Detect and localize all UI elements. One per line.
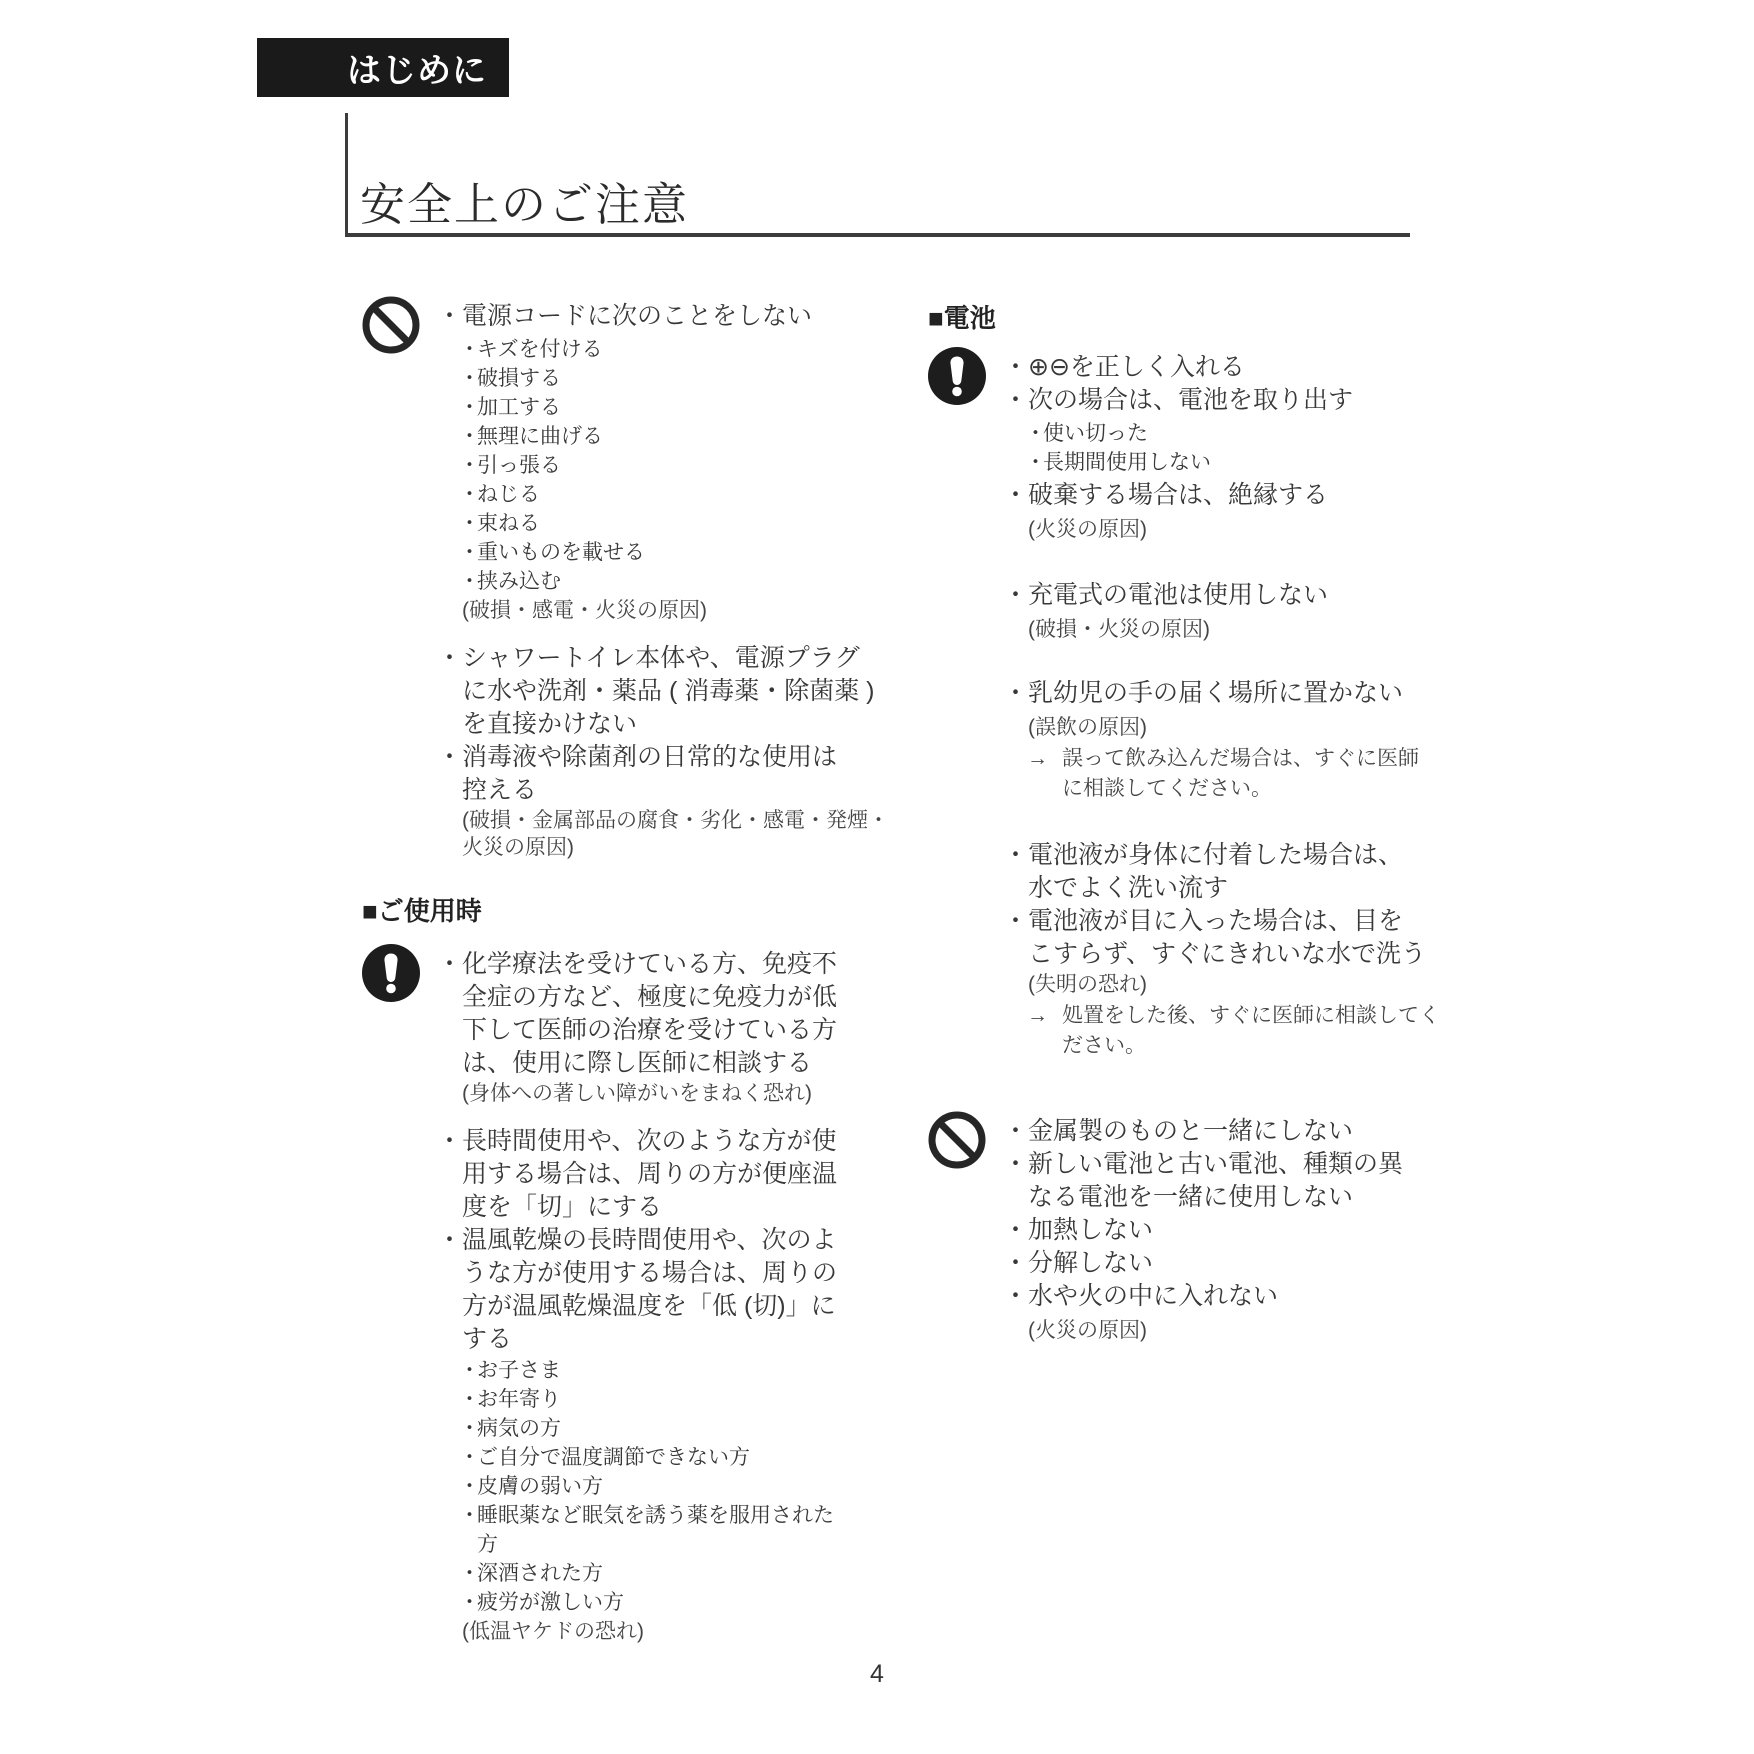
line-text: 電池液が身体に付着した場合は、 [1028, 841, 1404, 869]
bullet-marker: ・ [437, 950, 463, 978]
cause-note [437, 1080, 842, 1107]
cause-note [437, 834, 842, 861]
prohibition-icon [362, 296, 420, 354]
line-text: 処置をした後、すぐに医師に相談してく [1062, 1004, 1440, 1027]
sub-item [437, 1559, 842, 1588]
line-text: 誤って飲み込んだ場合は、すぐに医師 [1062, 747, 1419, 770]
sub-item [437, 1356, 842, 1385]
bullet-marker: ・ [459, 483, 480, 506]
bullet-item [437, 1224, 842, 1257]
bullet-item-continuation [437, 1158, 842, 1191]
bullet-item [1003, 1247, 1433, 1280]
safety-group [362, 300, 842, 624]
group-lines [1003, 677, 1433, 804]
sub-item [437, 335, 842, 364]
bullet-marker: ・ [437, 743, 463, 771]
bullet-marker: ・ [459, 1417, 480, 1440]
cause-note [1003, 714, 1433, 741]
bullet-marker: ・ [459, 512, 480, 535]
line-text: 深酒された方 [477, 1562, 603, 1585]
group-lines [1003, 839, 1440, 1061]
line-text: シャワートイレ本体や、電源プラグ [462, 644, 860, 672]
line-text: (身体への著しい障がいをまねく恐れ) [462, 1082, 812, 1105]
section-header: ■ご使用時 [362, 896, 482, 926]
line-text: (低温ヤケドの恐れ) [462, 1620, 644, 1643]
bullet-marker: ・ [1003, 481, 1029, 509]
bullet-item-continuation [437, 708, 842, 741]
line-text: 下して医師の治療を受けている方 [462, 1016, 838, 1044]
bullet-marker: ・ [1003, 1282, 1029, 1310]
cause-note [1003, 616, 1433, 643]
sub-item [1003, 419, 1433, 448]
line-text: に水や洗剤・薬品 ( 消毒薬・除菌薬 ) [462, 677, 875, 705]
line-text: 長時間使用や、次のような方が使 [462, 1127, 837, 1155]
title-vertical-rule [345, 113, 348, 234]
line-text: (火災の原因) [1028, 518, 1147, 541]
line-text: に相談してください。 [1062, 777, 1272, 800]
bullet-marker: ・ [1003, 1150, 1029, 1178]
group-lines [1003, 351, 1433, 543]
bullet-item [1003, 1280, 1433, 1313]
bullet-marker: ・ [459, 1504, 480, 1527]
bullet-marker: ・ [1003, 1117, 1029, 1145]
sub-item [437, 480, 842, 509]
bullet-marker: ・ [459, 541, 480, 564]
line-text: ださい。 [1062, 1034, 1146, 1057]
bullet-item-continuation [437, 1290, 842, 1323]
line-text: 火災の原因) [462, 836, 574, 859]
group-lines [437, 300, 842, 624]
bullet-item-continuation [1003, 1181, 1433, 1214]
sub-item [437, 393, 842, 422]
sub-item [437, 422, 842, 451]
line-text: こすらず、すぐにきれいな水で洗う [1028, 940, 1427, 968]
safety-group [928, 579, 1433, 643]
line-text: 水でよく洗い流す [1028, 874, 1229, 902]
bullet-item [1003, 839, 1433, 872]
sub-item [437, 509, 842, 538]
line-text: 長期間使用しない [1043, 451, 1211, 474]
line-text: 加工する [477, 396, 561, 419]
sub-item [437, 1443, 842, 1472]
bullet-item-continuation [437, 1047, 842, 1080]
bullet-marker: ・ [459, 1388, 480, 1411]
safety-group [928, 677, 1433, 804]
followup-note [1003, 1001, 1440, 1031]
followup-note [1003, 744, 1433, 774]
cause-note [1003, 971, 1433, 998]
line-text: 化学療法を受けている方、免疫不 [462, 950, 838, 978]
bullet-item [437, 948, 842, 981]
bullet-item [1003, 351, 1433, 384]
line-text: 度を「切」にする [462, 1193, 663, 1221]
line-text: 重いものを載せる [477, 541, 645, 564]
bullet-item-continuation [1003, 872, 1433, 905]
line-text: 皮膚の弱い方 [477, 1475, 603, 1498]
line-text: キズを付ける [477, 338, 603, 361]
bullet-marker: ・ [437, 1127, 463, 1155]
line-text: 消毒液や除菌剤の日常的な使用は [462, 743, 838, 771]
line-text: 加熱しない [1028, 1216, 1154, 1244]
bullet-marker: ・ [459, 1475, 480, 1498]
line-text: 次の場合は、電池を取り出す [1028, 386, 1354, 414]
section-tab [257, 38, 509, 97]
bullet-marker: ・ [1003, 841, 1029, 869]
line-text: 病気の方 [477, 1417, 561, 1440]
bullet-marker: ・ [1003, 386, 1029, 414]
sub-item [437, 1472, 842, 1501]
bullet-marker: ・ [437, 1226, 463, 1254]
group-lines [437, 1125, 842, 1645]
bullet-marker: ・ [1003, 581, 1029, 609]
bullet-marker: ・ [459, 425, 480, 448]
sub-item [437, 1501, 842, 1530]
line-text: 疲労が激しい方 [477, 1591, 624, 1614]
bullet-marker: ・ [1003, 1249, 1029, 1277]
line-text: なる電池を一緒に使用しない [1028, 1183, 1354, 1211]
line-text: 挟み込む [477, 570, 561, 593]
bullet-marker: ・ [1025, 451, 1046, 474]
line-text: 分解しない [1028, 1249, 1154, 1277]
bullet-item [1003, 1115, 1433, 1148]
group-lines [437, 642, 889, 861]
line-text: うな方が使用する場合は、周りの [462, 1259, 838, 1287]
line-text: ご自分で温度調節できない方 [477, 1446, 750, 1469]
sub-item [437, 538, 842, 567]
line-text: 充電式の電池は使用しない [1028, 581, 1329, 609]
bullet-item-continuation [437, 774, 842, 807]
bullet-marker: ・ [459, 338, 480, 361]
bullet-item [1003, 479, 1433, 512]
line-text: 使い切った [1043, 422, 1148, 445]
bullet-item [1003, 1214, 1433, 1247]
line-text: 控える [462, 776, 538, 804]
bullet-item-continuation [437, 1191, 842, 1224]
mandatory-icon [362, 944, 420, 1002]
safety-group [362, 642, 889, 861]
sub-item [437, 1414, 842, 1443]
page-number: 4 [870, 1660, 884, 1688]
bullet-marker: ・ [1003, 907, 1029, 935]
line-text: を直接かけない [462, 710, 638, 738]
followup-note-continuation [1003, 774, 1433, 804]
bullet-item-continuation [437, 1014, 842, 1047]
line-text: ⊕⊖を正しく入れる [1028, 353, 1245, 381]
line-text: 温風乾燥の長時間使用や、次のよ [462, 1226, 837, 1254]
line-text: 破損する [477, 367, 561, 390]
prohibition-icon [928, 1111, 986, 1169]
sub-item [437, 1588, 842, 1617]
arrow-icon: → [1027, 747, 1048, 770]
bullet-item [437, 642, 860, 675]
bullet-marker: ・ [459, 396, 480, 419]
bullet-marker: ・ [437, 644, 463, 672]
line-text: は、使用に際し医師に相談する [462, 1049, 813, 1077]
sub-item [437, 451, 842, 480]
safety-group [362, 1125, 842, 1645]
line-text: 方が温風乾燥温度を「低 (切)」に [462, 1292, 836, 1320]
bullet-item [1003, 905, 1433, 938]
bullet-marker: ・ [1025, 422, 1046, 445]
cause-note [437, 1618, 842, 1645]
line-text: 方 [477, 1533, 498, 1556]
cause-note [1003, 516, 1433, 543]
line-text: (破損・金属部品の腐食・劣化・感電・発煙・ [462, 809, 889, 832]
line-text: 破棄する場合は、絶縁する [1028, 481, 1329, 509]
line-text: 電源コードに次のことをしない [462, 302, 813, 330]
safety-group [928, 351, 1433, 543]
line-text: お子さま [477, 1359, 561, 1382]
line-text: 束ねる [477, 512, 540, 535]
bullet-marker: ・ [459, 1359, 480, 1382]
line-text: 乳幼児の手の届く場所に置かない [1028, 679, 1404, 707]
page-title: 安全上のご注意 [360, 179, 690, 230]
line-text: 電池液が目に入った場合は、目を [1028, 907, 1404, 935]
bullet-item-continuation [437, 981, 842, 1014]
bullet-marker: ・ [459, 570, 480, 593]
line-text: 用する場合は、周りの方が便座温 [462, 1160, 838, 1188]
sub-item [437, 1385, 842, 1414]
bullet-item-continuation [437, 1257, 842, 1290]
cause-note [437, 807, 889, 834]
bullet-marker: ・ [437, 302, 463, 330]
bullet-marker: ・ [459, 1591, 480, 1614]
line-text: (誤飲の原因) [1028, 716, 1147, 739]
bullet-item-continuation [437, 675, 875, 708]
arrow-icon: → [1027, 1004, 1048, 1027]
line-text: 全症の方など、極度に免疫力が低 [462, 983, 838, 1011]
cause-note [437, 597, 842, 624]
bullet-marker: ・ [1003, 1216, 1029, 1244]
line-text: 無理に曲げる [477, 425, 603, 448]
sub-item [1003, 448, 1433, 477]
line-text: 新しい電池と古い電池、種類の異 [1028, 1150, 1404, 1178]
safety-group [928, 839, 1440, 1061]
sub-item [437, 567, 842, 596]
bullet-item [1003, 677, 1433, 710]
bullet-marker: ・ [1003, 679, 1029, 707]
bullet-marker: ・ [459, 454, 480, 477]
cause-note [1003, 1317, 1433, 1344]
bullet-item [1003, 384, 1433, 417]
safety-group [362, 948, 842, 1107]
section-tab-label: はじめに [347, 52, 487, 90]
line-text: (火災の原因) [1028, 1319, 1147, 1342]
bullet-item [437, 1125, 842, 1158]
bullet-marker: ・ [459, 1446, 480, 1469]
title-underline-rule [345, 233, 1410, 237]
column-left [362, 300, 889, 1645]
line-text: (破損・火災の原因) [1028, 618, 1210, 641]
line-text: お年寄り [477, 1388, 561, 1411]
safety-group [928, 1115, 1433, 1344]
bullet-marker: ・ [1003, 353, 1029, 381]
line-text: 引っ張る [477, 454, 561, 477]
bullet-item-continuation [437, 1323, 842, 1356]
bullet-item [1003, 579, 1433, 612]
line-text: する [462, 1325, 513, 1353]
bullet-item [437, 741, 842, 774]
group-lines [1003, 579, 1433, 643]
line-text: 金属製のものと一緒にしない [1028, 1117, 1354, 1145]
bullet-marker: ・ [459, 1562, 480, 1585]
sub-item [437, 364, 842, 393]
section-header: ■電池 [928, 303, 996, 333]
group-lines [1003, 1115, 1433, 1344]
column-right [928, 300, 1440, 1344]
bullet-item [437, 300, 842, 333]
line-text: 水や火の中に入れない [1028, 1282, 1279, 1310]
bullet-marker: ・ [459, 367, 480, 390]
mandatory-icon [928, 347, 986, 405]
followup-note-continuation [1003, 1031, 1433, 1061]
sub-item-continuation [437, 1530, 842, 1559]
line-text: (破損・感電・火災の原因) [462, 599, 707, 622]
line-text: (失明の恐れ) [1028, 973, 1147, 996]
line-text: ねじる [477, 483, 540, 506]
bullet-item [1003, 1148, 1433, 1181]
group-lines [437, 948, 842, 1107]
bullet-item-continuation [1003, 938, 1433, 971]
line-text: 睡眠薬など眠気を誘う薬を服用された [477, 1504, 834, 1527]
